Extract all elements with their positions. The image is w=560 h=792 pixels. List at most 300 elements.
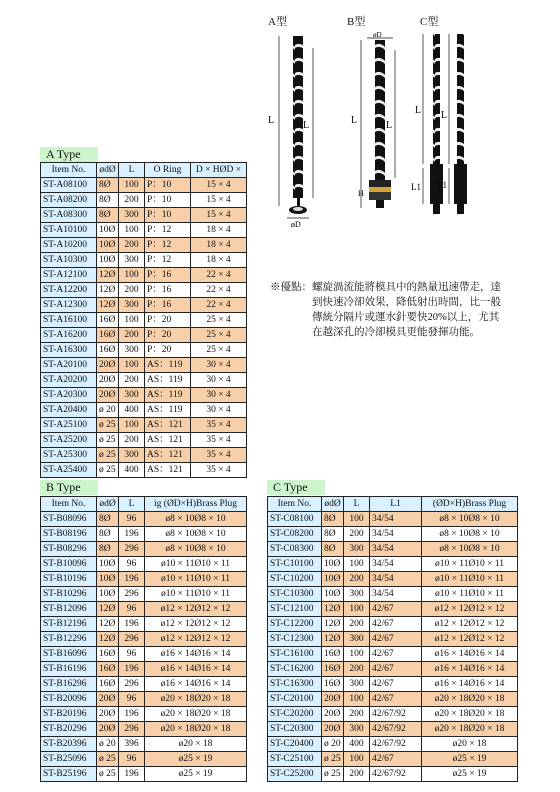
table-row	[41, 208, 247, 223]
table-header	[41, 497, 247, 512]
table-cell: 12Ø	[322, 632, 344, 647]
item-number-cell: ST-A16300	[41, 343, 97, 358]
item-number-cell: ST-A12100	[41, 268, 97, 283]
table-cell: 16Ø	[97, 677, 119, 692]
table-cell: ø12 × 12Ø12 × 12	[145, 602, 247, 617]
table-cell: 34/54	[370, 527, 422, 542]
item-number-cell: ST-C20200	[268, 707, 322, 722]
product-drawing	[265, 28, 495, 233]
table-cell: 8Ø	[322, 542, 344, 557]
table-row	[268, 572, 518, 587]
table-row	[41, 767, 247, 782]
table-cell: 400	[119, 403, 145, 418]
table-cell: 20Ø	[322, 707, 344, 722]
table-cell: 16Ø	[97, 647, 119, 662]
item-number-cell: ST-C12200	[268, 617, 322, 632]
type-b-label: B Type	[40, 480, 98, 495]
item-number-cell: ST-A20200	[41, 373, 97, 388]
dim-label-l-c-inner: L	[441, 110, 448, 121]
item-number-cell: ST-B20096	[41, 692, 97, 707]
table-cell: ø 25	[97, 448, 119, 463]
column-header: Item No.	[268, 497, 322, 512]
table-row	[41, 358, 247, 373]
table-cell: 400	[119, 463, 145, 478]
item-number-cell: ST-C16200	[268, 662, 322, 677]
table-cell: 200	[344, 767, 370, 782]
table-cell: AS：121	[145, 463, 191, 478]
table-cell: AS：119	[145, 373, 191, 388]
table-cell: 15 × 4	[191, 178, 247, 193]
table-cell: ø 20	[97, 403, 119, 418]
table-cell: 200	[119, 238, 145, 253]
item-number-cell: ST-C08300	[268, 542, 322, 557]
table-cell: 18 × 4	[191, 253, 247, 268]
table-cell: 100	[344, 752, 370, 767]
item-number-cell: ST-A12200	[41, 283, 97, 298]
item-number-cell: ST-A20400	[41, 403, 97, 418]
table-cell: 10Ø	[97, 253, 119, 268]
table-cell: 10Ø	[97, 572, 119, 587]
table-cell: 12Ø	[97, 283, 119, 298]
column-header: ødØ	[97, 163, 119, 178]
table-cell: 35 × 4	[191, 463, 247, 478]
item-number-cell: ST-C08200	[268, 527, 322, 542]
item-number-cell: ST-B12196	[41, 617, 97, 632]
table-cell: 96	[119, 692, 145, 707]
table-cell: 30 × 4	[191, 373, 247, 388]
table-cell: 196	[119, 767, 145, 782]
table-cell: 200	[119, 193, 145, 208]
type-a-label: A Type	[40, 147, 98, 162]
table-cell: 8Ø	[322, 527, 344, 542]
column-header: L	[119, 497, 145, 512]
item-number-cell: ST-A12300	[41, 298, 97, 313]
table-cell: 42/67/92	[370, 707, 422, 722]
item-number-cell: ST-C12300	[268, 632, 322, 647]
table-row	[41, 662, 247, 677]
table-cell: 30 × 4	[191, 358, 247, 373]
table-cell: 42/67	[370, 617, 422, 632]
table-row	[268, 587, 518, 602]
item-number-cell: ST-A25400	[41, 463, 97, 478]
table-cell: ø 25	[97, 433, 119, 448]
table-cell: 100	[344, 602, 370, 617]
table-cell: 42/67/92	[370, 737, 422, 752]
item-number-cell: ST-A20100	[41, 358, 97, 373]
table-cell: 34/54	[370, 587, 422, 602]
table-row	[268, 752, 518, 767]
table-cell: P：16	[145, 268, 191, 283]
table-cell: 8Ø	[97, 178, 119, 193]
table-cell: 300	[344, 542, 370, 557]
item-number-cell: ST-C16100	[268, 647, 322, 662]
table-cell: 25 × 4	[191, 343, 247, 358]
table-cell: 196	[119, 662, 145, 677]
table-cell: AS：119	[145, 358, 191, 373]
table-cell: 35 × 4	[191, 433, 247, 448]
table-cell: ø16 × 14Ø16 × 14	[422, 647, 518, 662]
table-row	[268, 512, 518, 527]
table-row	[41, 433, 247, 448]
table-cell: ø12 × 12Ø12 × 12	[145, 617, 247, 632]
column-header: Item No.	[41, 163, 97, 178]
table-row	[41, 527, 247, 542]
table-cell: 34/54	[370, 542, 422, 557]
table-cell: 100	[344, 692, 370, 707]
table-cell: 22 × 4	[191, 298, 247, 313]
table-cell: ø 25	[97, 752, 119, 767]
item-number-cell: ST-C10100	[268, 557, 322, 572]
table-cell: 200	[119, 433, 145, 448]
table-cell: 42/67/92	[370, 767, 422, 782]
table-row	[41, 343, 247, 358]
table-row	[41, 707, 247, 722]
table-cell: 20Ø	[97, 692, 119, 707]
table-cell: ø25 × 19	[145, 752, 247, 767]
table-cell: 300	[119, 388, 145, 403]
table-cell: 296	[119, 632, 145, 647]
advantage-note	[270, 280, 520, 360]
item-number-cell: ST-B10096	[41, 557, 97, 572]
column-header: L	[119, 163, 145, 178]
table-header	[268, 497, 518, 512]
table-cell: 100	[119, 223, 145, 238]
table-cell: 10Ø	[97, 223, 119, 238]
dim-label-l-b-inner: L	[386, 120, 393, 131]
item-number-cell: ST-B10296	[41, 587, 97, 602]
table-cell: P：20	[145, 313, 191, 328]
table-cell: 8Ø	[322, 512, 344, 527]
table-row	[41, 677, 247, 692]
table-cell: 300	[344, 677, 370, 692]
table-cell: 200	[344, 527, 370, 542]
table-cell: 25 × 4	[191, 328, 247, 343]
table-cell: ø 25	[322, 752, 344, 767]
table-cell: ø20 × 18Ø20 × 18	[145, 692, 247, 707]
table-cell: 42/67/92	[370, 722, 422, 737]
table-cell: 16Ø	[322, 647, 344, 662]
table-cell: 20Ø	[97, 707, 119, 722]
table-cell: 16Ø	[322, 677, 344, 692]
table-row	[268, 692, 518, 707]
table-cell: AS：121	[145, 433, 191, 448]
table-cell: ø10 × 11Ø10 × 11	[422, 587, 518, 602]
table-cell: 42/67	[370, 647, 422, 662]
table-row	[268, 647, 518, 662]
table-row	[268, 707, 518, 722]
column-header: (ØD×H)Brass Plug	[422, 497, 518, 512]
table-row	[268, 602, 518, 617]
column-header: ig (ØD×H)Brass Plug	[145, 497, 247, 512]
dim-label-od: øD	[291, 220, 301, 229]
figure-label-a: A型	[268, 16, 287, 28]
table-row	[268, 542, 518, 557]
table-cell: AS：121	[145, 448, 191, 463]
dim-label-l-c: L	[415, 105, 422, 116]
table-cell: AS：121	[145, 418, 191, 433]
table-cell: P：16	[145, 298, 191, 313]
table-cell: 196	[119, 572, 145, 587]
table-cell: P：12	[145, 238, 191, 253]
table-cell: 16Ø	[97, 662, 119, 677]
table-cell: 16Ø	[97, 313, 119, 328]
table-cell: 42/67	[370, 677, 422, 692]
table-cell: 22 × 4	[191, 268, 247, 283]
table-row	[41, 418, 247, 433]
table-row	[41, 587, 247, 602]
table-cell: ø8 × 10Ø8 × 10	[145, 527, 247, 542]
item-number-cell: ST-B20296	[41, 722, 97, 737]
table-cell: 10Ø	[97, 238, 119, 253]
table-cell: 96	[119, 647, 145, 662]
table-cell: ø 25	[97, 463, 119, 478]
table-cell: 12Ø	[97, 268, 119, 283]
item-number-cell: ST-C10200	[268, 572, 322, 587]
table-cell: AS：119	[145, 388, 191, 403]
column-header: L	[344, 497, 370, 512]
table-row	[41, 253, 247, 268]
advantage-text: 螺旋渦流能將模具中的熱量迅速帶走，達到快速冷卻效果，降低射出時間，比一般傳統分隔片或運水針要快20%以上，尤其在越深孔的冷卻模具更能發揮功能。	[312, 282, 501, 338]
dim-label-h: H	[358, 189, 364, 198]
table-cell: ø20 × 18Ø20 × 18	[422, 692, 518, 707]
table-cell: ø 25	[97, 418, 119, 433]
table-cell: 10Ø	[97, 557, 119, 572]
table-cell: 15 × 4	[191, 208, 247, 223]
column-header: ødØ	[97, 497, 119, 512]
table-cell: ø12 × 12Ø12 × 12	[145, 632, 247, 647]
table-cell: 8Ø	[97, 512, 119, 527]
table-row	[41, 617, 247, 632]
table-cell: 400	[344, 737, 370, 752]
table-cell: 10Ø	[322, 557, 344, 572]
table-header	[41, 163, 247, 178]
table-cell: 16Ø	[97, 343, 119, 358]
item-number-cell: ST-B25096	[41, 752, 97, 767]
table-cell: 8Ø	[97, 542, 119, 557]
column-header: O Ring	[145, 163, 191, 178]
table-cell: 15 × 4	[191, 193, 247, 208]
table-cell: 30 × 4	[191, 403, 247, 418]
table-cell: 20Ø	[97, 388, 119, 403]
table-row	[41, 448, 247, 463]
table-row	[268, 632, 518, 647]
table-cell: 300	[119, 298, 145, 313]
table-cell: 296	[119, 677, 145, 692]
item-number-cell: ST-A08200	[41, 193, 97, 208]
table-cell: 12Ø	[97, 298, 119, 313]
dim-label-od-b: øD	[373, 31, 382, 39]
table-cell: 12Ø	[97, 632, 119, 647]
table-cell: 200	[344, 617, 370, 632]
table-cell: 300	[119, 253, 145, 268]
item-number-cell: ST-C08100	[268, 512, 322, 527]
table-row	[41, 373, 247, 388]
table-row	[41, 193, 247, 208]
table-cell: 20Ø	[322, 692, 344, 707]
table-row	[41, 542, 247, 557]
item-number-cell: ST-A08300	[41, 208, 97, 223]
table-cell: ø10 × 11Ø10 × 11	[145, 587, 247, 602]
dim-label-l1-inner: L1	[437, 180, 447, 190]
table-cell: 296	[119, 587, 145, 602]
table-cell: ø16 × 14Ø16 × 14	[422, 677, 518, 692]
table-cell: ø20 × 18Ø20 × 18	[145, 707, 247, 722]
table-cell: 34/54	[370, 572, 422, 587]
table-cell: 20Ø	[97, 722, 119, 737]
table-cell: 300	[119, 343, 145, 358]
table-cell: ø12 × 12Ø12 × 12	[422, 632, 518, 647]
table-cell: ø20 × 18Ø20 × 18	[145, 722, 247, 737]
table-cell: 34/54	[370, 557, 422, 572]
item-number-cell: ST-B20196	[41, 707, 97, 722]
table-cell: ø 25	[97, 767, 119, 782]
table-row	[41, 238, 247, 253]
table-row	[41, 463, 247, 478]
item-number-cell: ST-B08196	[41, 527, 97, 542]
table-cell: ø8 × 10Ø8 × 10	[145, 512, 247, 527]
table-cell: ø16 × 14Ø16 × 14	[422, 662, 518, 677]
item-number-cell: ST-A16100	[41, 313, 97, 328]
table-cell: 96	[119, 752, 145, 767]
table-row	[41, 313, 247, 328]
table-row	[41, 737, 247, 752]
table-cell: 300	[344, 587, 370, 602]
table-cell: 22 × 4	[191, 283, 247, 298]
table-cell: 300	[119, 208, 145, 223]
item-number-cell: ST-C20300	[268, 722, 322, 737]
table-cell: 8Ø	[97, 527, 119, 542]
table-cell: 42/67	[370, 692, 422, 707]
table-cell: ø20 × 18	[145, 737, 247, 752]
table-row	[41, 283, 247, 298]
table-cell: P：10	[145, 208, 191, 223]
table-row	[41, 403, 247, 418]
column-header: L1	[370, 497, 422, 512]
table-cell: 8Ø	[97, 193, 119, 208]
table-cell: 396	[119, 737, 145, 752]
table-cell: P：12	[145, 253, 191, 268]
table-cell: 196	[119, 527, 145, 542]
table-cell: 100	[119, 268, 145, 283]
table-row	[41, 223, 247, 238]
table-cell: P：20	[145, 343, 191, 358]
table-cell: P：10	[145, 193, 191, 208]
table-row	[268, 662, 518, 677]
table-cell: ø10 × 11Ø10 × 11	[422, 557, 518, 572]
table-row	[268, 527, 518, 542]
item-number-cell: ST-A20300	[41, 388, 97, 403]
item-number-cell: ST-A08100	[41, 178, 97, 193]
table-cell: ø10 × 11Ø10 × 11	[145, 557, 247, 572]
table-cell: 100	[119, 418, 145, 433]
table-cell: 16Ø	[97, 328, 119, 343]
table-row	[41, 178, 247, 193]
table-cell: 30 × 4	[191, 388, 247, 403]
table-cell: ø12 × 12Ø12 × 12	[422, 617, 518, 632]
table-cell: ø25 × 19	[422, 767, 518, 782]
item-number-cell: ST-C20400	[268, 737, 322, 752]
table-cell: ø12 × 12Ø12 × 12	[422, 602, 518, 617]
item-number-cell: ST-B25196	[41, 767, 97, 782]
table-cell: 35 × 4	[191, 418, 247, 433]
type-a-table	[40, 162, 247, 478]
table-cell: 16Ø	[322, 662, 344, 677]
item-number-cell: ST-B12096	[41, 602, 97, 617]
table-cell: 100	[119, 313, 145, 328]
table-row	[268, 677, 518, 692]
item-number-cell: ST-B16096	[41, 647, 97, 662]
item-number-cell: ST-C12100	[268, 602, 322, 617]
column-header: ødØ	[322, 497, 344, 512]
table-cell: 100	[119, 358, 145, 373]
item-number-cell: ST-B16296	[41, 677, 97, 692]
item-number-cell: ST-A10200	[41, 238, 97, 253]
table-row	[41, 722, 247, 737]
table-cell: ø20 × 18	[422, 737, 518, 752]
figure-label-b: B型	[347, 16, 366, 28]
table-cell: 300	[344, 722, 370, 737]
table-cell: 8Ø	[97, 208, 119, 223]
table-row	[268, 617, 518, 632]
table-cell: 18 × 4	[191, 238, 247, 253]
dim-label-l: L	[268, 115, 275, 126]
table-row	[41, 298, 247, 313]
item-number-cell: ST-A10100	[41, 223, 97, 238]
table-cell: 10Ø	[97, 587, 119, 602]
table-row	[41, 632, 247, 647]
table-cell: ø25 × 19	[422, 752, 518, 767]
table-cell: 200	[119, 283, 145, 298]
item-number-cell: ST-C16300	[268, 677, 322, 692]
item-number-cell: ST-B10196	[41, 572, 97, 587]
table-cell: 96	[119, 602, 145, 617]
table-cell: 100	[119, 178, 145, 193]
table-row	[268, 767, 518, 782]
table-cell: 20Ø	[97, 373, 119, 388]
table-cell: 296	[119, 722, 145, 737]
item-number-cell: ST-B08096	[41, 512, 97, 527]
dim-label-l-inner: L	[303, 120, 310, 131]
table-row	[41, 602, 247, 617]
table-cell: ø20 × 18Ø20 × 18	[422, 722, 518, 737]
column-header: D × HØD ×	[191, 163, 247, 178]
dim-label-l-b: L	[351, 115, 358, 126]
item-number-cell: ST-A16200	[41, 328, 97, 343]
table-cell: AS：119	[145, 403, 191, 418]
table-cell: ø16 × 14Ø16 × 14	[145, 662, 247, 677]
table-cell: 200	[344, 707, 370, 722]
table-cell: P：12	[145, 223, 191, 238]
table-cell: 100	[344, 647, 370, 662]
table-cell: 100	[344, 512, 370, 527]
table-cell: ø16 × 14Ø16 × 14	[145, 647, 247, 662]
table-cell: 42/67	[370, 602, 422, 617]
table-cell: 20Ø	[97, 358, 119, 373]
table-cell: ø 25	[322, 767, 344, 782]
type-b-table	[40, 496, 247, 782]
table-cell: 12Ø	[97, 617, 119, 632]
table-cell: ø10 × 11Ø10 × 11	[145, 572, 247, 587]
table-cell: 200	[119, 328, 145, 343]
table-cell: ø8 × 10Ø8 × 10	[422, 542, 518, 557]
table-row	[41, 512, 247, 527]
table-cell: 200	[119, 373, 145, 388]
table-cell: 300	[119, 448, 145, 463]
item-number-cell: ST-C10300	[268, 587, 322, 602]
item-number-cell: ST-C20100	[268, 692, 322, 707]
table-cell: ø10 × 11Ø10 × 11	[422, 572, 518, 587]
table-cell: 200	[344, 662, 370, 677]
